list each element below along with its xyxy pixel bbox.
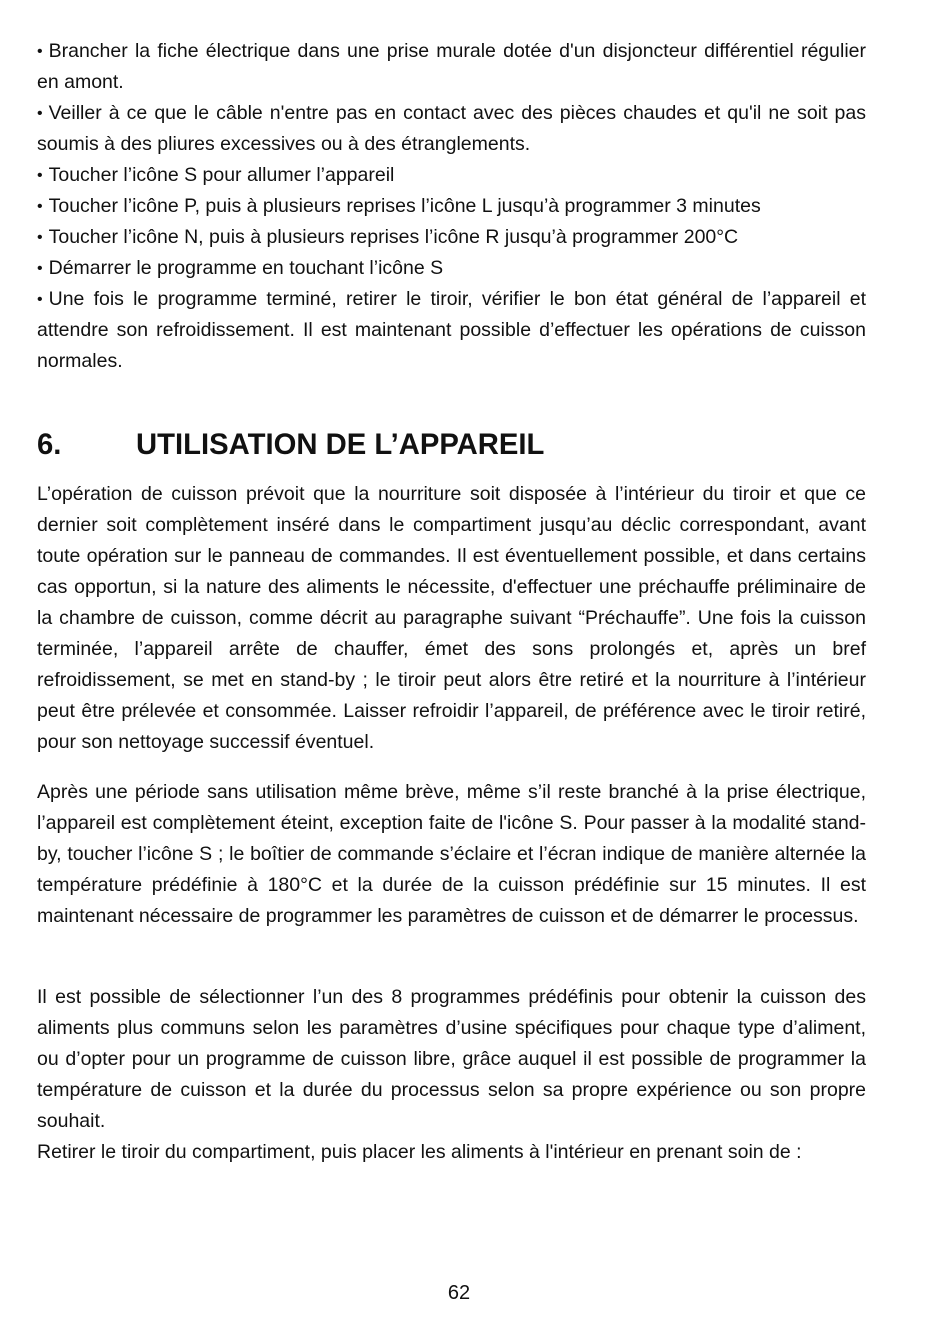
paragraph: L’opération de cuisson prévoit que la nourriture soit disposée à l’intérieur du tiroir et que ce dernier soit complètement inséré dans le compartiment jusqu’au déclic correspondant, avant toute opération sur le panneau de commandes. Il est éventuellement possible, et dans certains cas opportun, si la nature des aliments le nécessite, d'effectuer une préchauffe préliminaire de la chambre de cuisson, comme décrit au paragraphe suivant “Préchauffe”. Une fois la cuisson terminée, l’appareil arrête de chauffer, émet des sons prolongés et, après un bref refroidissement, se met en stand-by ; le tiroir peut alors être retiré et la nourriture à l’intérieur peut être prélevée et consommée. Laisser refroidir l’appareil, de préférence avec le tiroir retiré, pour son nettoyage successif éventuel. bbox=[37, 483, 866, 753]
section-number: 6. bbox=[37, 429, 62, 461]
paragraph: Après une période sans utilisation même brève, même s’il reste branché à la prise électrique, l’appareil est complètement éteint, exception faite de l'icône S. Pour passer à la modalité stand-by, toucher l’icône S ; le boîtier de commande s’éclaire et l’écran indique de manière alternée la température prédéfinie à 180°C et la durée de la cuisson prédéfinie sur 15 minutes. Il est maintenant nécessaire de programmer les paramètres de cuisson et de démarrer le processus. bbox=[37, 781, 866, 927]
list-item: • Démarrer le programme en touchant l’icône S bbox=[37, 253, 866, 284]
list-item: • Toucher l’icône S pour allumer l’appareil bbox=[37, 160, 866, 191]
list-item: • Toucher l’icône N, puis à plusieurs reprises l’icône R jusqu’à programmer 200°C bbox=[37, 222, 866, 253]
paragraph: Il est possible de sélectionner l’un des 8 programmes prédéfinis pour obtenir la cuisson des aliments plus communs selon les paramètres d’usine spécifiques pour chaque type d’aliment, ou d’opter pour un programme de cuisson libre, grâce auquel il est possible de programmer la température de cuisson et la durée du processus selon sa propre expérience ou son propre souhait. bbox=[37, 986, 866, 1132]
list-item: • Une fois le programme terminé, retirer le tiroir, vérifier le bon état général de l’appareil et attendre son refroidissement. Il est maintenant possible d’effectuer les opérations de cuisson normales. bbox=[37, 284, 866, 377]
list-item: • Brancher la fiche électrique dans une prise murale dotée d'un disjoncteur différentiel régulier en amont. bbox=[37, 36, 866, 98]
section-title: UTILISATION DE L’APPAREIL bbox=[136, 429, 545, 461]
instruction-list bbox=[37, 36, 866, 377]
section-heading bbox=[37, 430, 866, 461]
page-number: 62 bbox=[447, 1282, 471, 1304]
list-item: • Veiller à ce que le câble n'entre pas en contact avec des pièces chaudes et qu'il ne soit pas soumis à des pliures excessives ou à des étranglements. bbox=[37, 98, 866, 160]
page-content bbox=[37, 36, 866, 1168]
list-item: • Toucher l’icône P, puis à plusieurs reprises l’icône L jusqu’à programmer 3 minutes bbox=[37, 191, 866, 222]
paragraph: Retirer le tiroir du compartiment, puis placer les aliments à l'intérieur en prenant soin de : bbox=[37, 1141, 802, 1163]
